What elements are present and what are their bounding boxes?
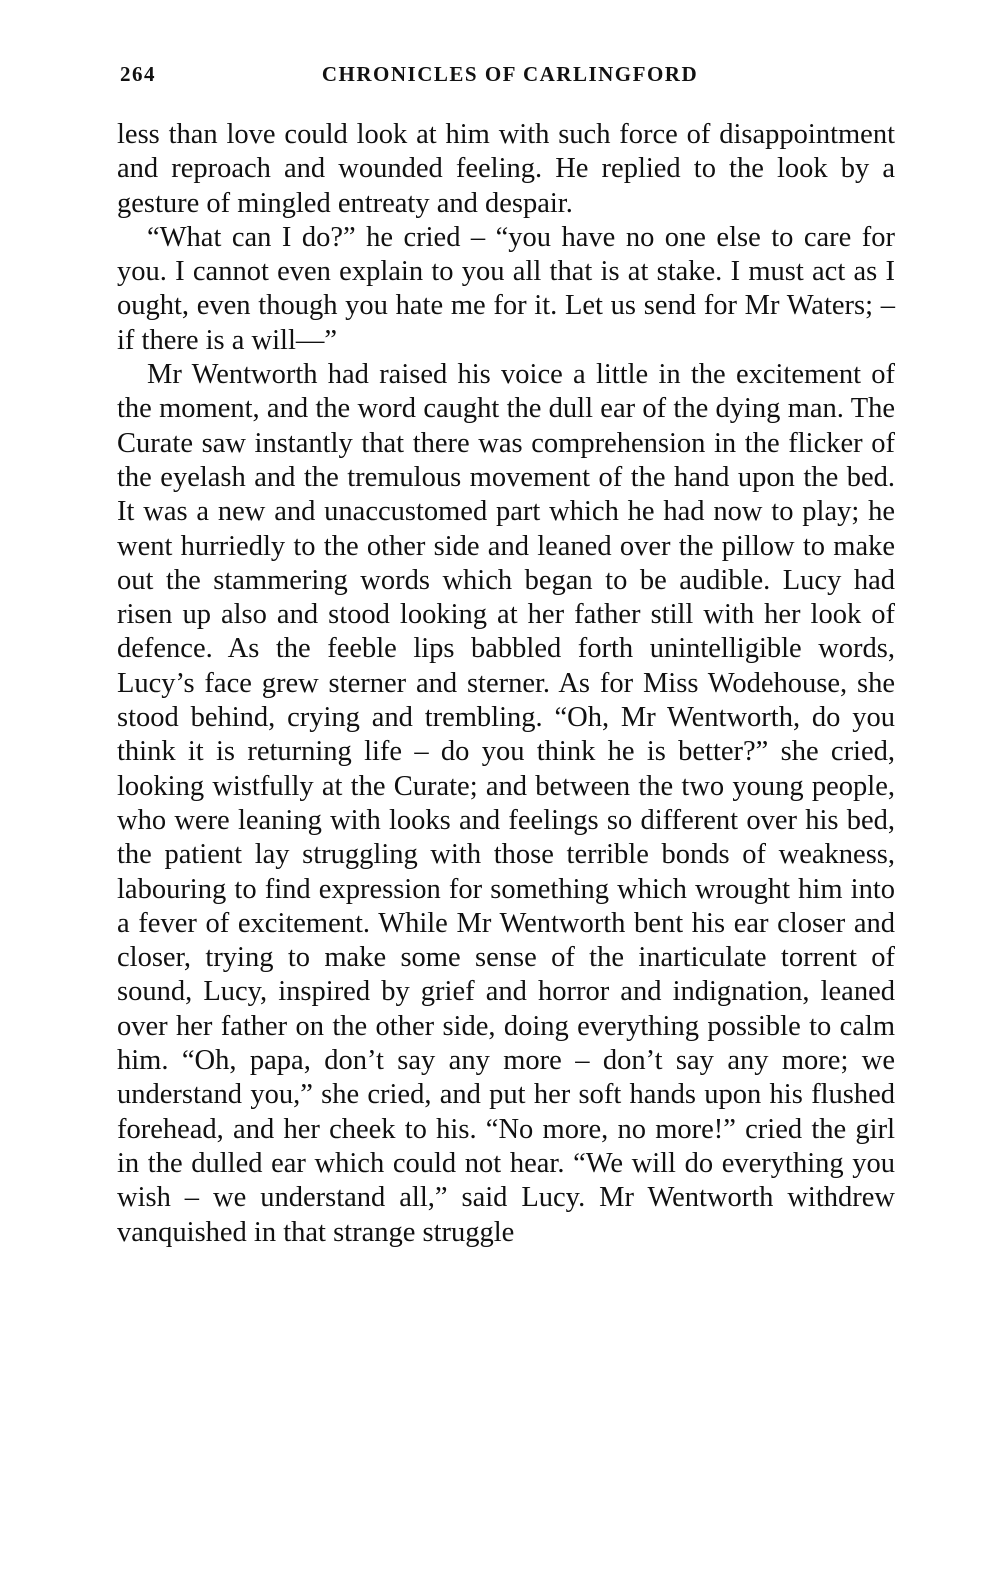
- running-title: CHRONICLES OF CARLINGFORD: [321, 62, 699, 86]
- paragraph-3: Mr Wentworth had raised his voice a little in the excitement of the moment, and the word caught the dull ear of the dying man. The Curate saw instantly that there was comprehension in the flicker of the eyelash and the tremulous movement of the hand upon the bed. It was a new and unaccustomed part which he had now to play; he went hurriedly to the other side and leaned over the pillow to make out the stammering words which began to be audible. Lucy had risen up also and stood looking at her father still with her look of defence. As the feeble lips babbled forth unintelligible words, Lucy’s face grew sterner and sterner. As for Miss Wodehouse, she stood behind, crying and trembling. “Oh, Mr Wentworth, do you think it is returning life – do you think he is better?” she cried, looking wistfully at the Curate; and between the two young people, who were leaning with looks and feelings so different over his bed, the patient lay struggling with those terrible bonds of weakness, labouring to find expression for something which wrought him into a fever of excitement. While Mr Wentworth bent his ear closer and closer, trying to make some sense of the inarticulate torrent of sound, Lucy, inspired by grief and horror and indignation, leaned over her father on the other side, doing everything possible to calm him. “Oh, papa, don’t say any more – don’t say any more; we understand you,” she cried, and put her soft hands upon his flushed forehead, and her cheek to his. “No more, no more!” cried the girl in the dulled ear which could not hear. “We will do everything you wish – we understand all,” said Lucy. Mr Wentworth withdrew vanquished in that strange struggle: [117, 359, 895, 1248]
- page-number: 264: [120, 62, 156, 86]
- paragraph-2: “What can I do?” he cried – “you have no one else to care for you. I cannot even explain to you all that is at stake. I must act as I ought, even though you hate me for it. Let us send for Mr Waters; – if there is a will—”: [117, 221, 895, 356]
- paragraph-1: less than love could look at him with such force of disappointment and reproach and wounded feeling. He replied to the look by a gesture of mingled entreaty and despair.: [117, 119, 895, 219]
- body-text: [117, 118, 895, 1250]
- page-header: [120, 62, 900, 92]
